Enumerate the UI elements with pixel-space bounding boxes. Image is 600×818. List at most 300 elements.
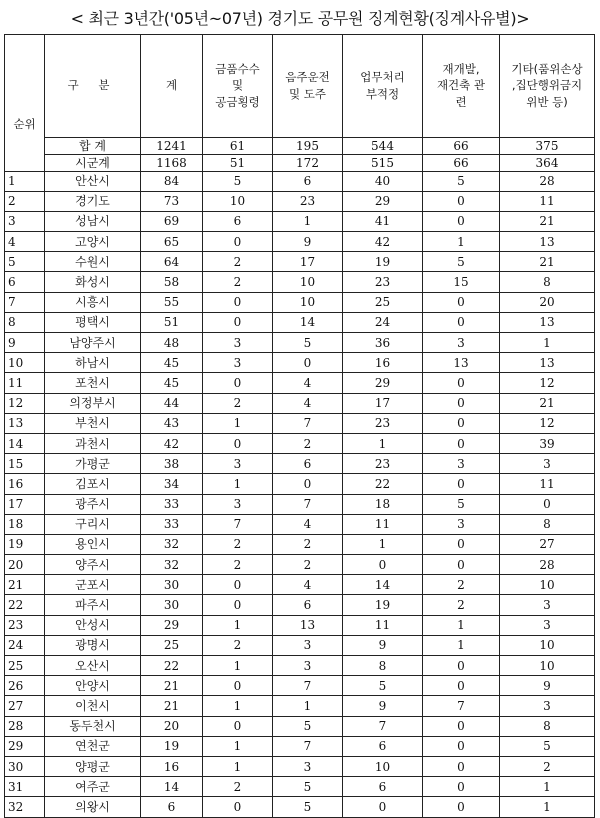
rank-cell: 14 <box>5 433 45 453</box>
total-cell: 19 <box>141 736 203 756</box>
value-cell: 2 <box>203 534 273 554</box>
total-cell: 51 <box>141 312 203 332</box>
value-cell: 1 <box>203 474 273 494</box>
region-name-cell: 부천시 <box>45 413 141 433</box>
region-name-cell: 화성시 <box>45 272 141 292</box>
value-cell: 10 <box>203 191 273 211</box>
value-cell: 0 <box>423 736 500 756</box>
value-cell: 5 <box>273 716 343 736</box>
region-name-cell: 고양시 <box>45 232 141 252</box>
region-name-cell: 구리시 <box>45 514 141 534</box>
value-cell: 1 <box>273 211 343 231</box>
summary-label: 합 계 <box>45 137 141 154</box>
table-row <box>5 797 595 817</box>
value-cell: 5 <box>203 171 273 191</box>
value-cell: 0 <box>423 211 500 231</box>
rank-cell: 5 <box>5 252 45 272</box>
value-cell: 1 <box>500 333 595 353</box>
total-cell: 44 <box>141 393 203 413</box>
value-cell: 5 <box>273 333 343 353</box>
value-cell: 8 <box>500 514 595 534</box>
header-bribery: 금품수수 및 공금횡령 <box>203 35 273 138</box>
value-cell: 1 <box>203 656 273 676</box>
total-cell: 30 <box>141 595 203 615</box>
table-row <box>5 756 595 776</box>
summary-cell: 172 <box>273 154 343 171</box>
rank-cell: 2 <box>5 191 45 211</box>
value-cell: 11 <box>343 615 423 635</box>
region-name-cell: 경기도 <box>45 191 141 211</box>
value-cell: 2 <box>203 777 273 797</box>
value-cell: 2 <box>203 272 273 292</box>
total-cell: 6 <box>141 797 203 817</box>
table-row <box>5 555 595 575</box>
value-cell: 24 <box>343 312 423 332</box>
total-cell: 73 <box>141 191 203 211</box>
rank-cell: 30 <box>5 756 45 776</box>
rank-cell: 17 <box>5 494 45 514</box>
value-cell: 6 <box>273 171 343 191</box>
rank-cell: 13 <box>5 413 45 433</box>
discipline-table <box>4 34 595 818</box>
table-row <box>5 514 595 534</box>
value-cell: 7 <box>423 696 500 716</box>
region-name-cell: 김포시 <box>45 474 141 494</box>
region-name-cell: 성남시 <box>45 211 141 231</box>
value-cell: 18 <box>343 494 423 514</box>
table-row <box>5 716 595 736</box>
table-row <box>5 656 595 676</box>
region-name-cell: 포천시 <box>45 373 141 393</box>
header-rank: 순위 <box>5 35 45 138</box>
value-cell: 3 <box>423 514 500 534</box>
value-cell: 25 <box>343 292 423 312</box>
table-row <box>5 333 595 353</box>
value-cell: 2 <box>273 534 343 554</box>
total-cell: 55 <box>141 292 203 312</box>
value-cell: 6 <box>343 777 423 797</box>
table-row <box>5 696 595 716</box>
total-cell: 38 <box>141 454 203 474</box>
value-cell: 7 <box>273 413 343 433</box>
value-cell: 0 <box>203 595 273 615</box>
value-cell: 5 <box>273 777 343 797</box>
rank-cell: 31 <box>5 777 45 797</box>
value-cell: 1 <box>203 756 273 776</box>
value-cell: 13 <box>500 232 595 252</box>
value-cell: 7 <box>273 676 343 696</box>
region-name-cell: 안양시 <box>45 676 141 696</box>
total-cell: 25 <box>141 635 203 655</box>
total-cell: 32 <box>141 555 203 575</box>
value-cell: 2 <box>500 756 595 776</box>
table-row <box>5 292 595 312</box>
region-name-cell: 안산시 <box>45 171 141 191</box>
value-cell: 0 <box>423 534 500 554</box>
value-cell: 0 <box>423 373 500 393</box>
total-cell: 43 <box>141 413 203 433</box>
summary-cell: 66 <box>423 137 500 154</box>
total-cell: 42 <box>141 433 203 453</box>
total-cell: 45 <box>141 373 203 393</box>
rank-cell: 20 <box>5 555 45 575</box>
value-cell: 0 <box>203 797 273 817</box>
value-cell: 2 <box>423 595 500 615</box>
region-name-cell: 가평군 <box>45 454 141 474</box>
header-gubun: 구 분 <box>45 35 141 138</box>
total-cell: 29 <box>141 615 203 635</box>
value-cell: 23 <box>273 191 343 211</box>
value-cell: 39 <box>500 433 595 453</box>
table-row <box>5 736 595 756</box>
total-cell: 45 <box>141 353 203 373</box>
value-cell: 0 <box>423 777 500 797</box>
value-cell: 0 <box>423 292 500 312</box>
value-cell: 8 <box>343 656 423 676</box>
value-cell: 2 <box>203 252 273 272</box>
value-cell: 7 <box>203 514 273 534</box>
value-cell: 17 <box>273 252 343 272</box>
summary-cell: 66 <box>423 154 500 171</box>
region-name-cell: 시흥시 <box>45 292 141 312</box>
table-row <box>5 191 595 211</box>
value-cell: 2 <box>203 555 273 575</box>
value-cell: 13 <box>273 615 343 635</box>
value-cell: 10 <box>273 272 343 292</box>
summary-row-total <box>5 137 595 154</box>
value-cell: 23 <box>343 272 423 292</box>
summary-cell: 515 <box>343 154 423 171</box>
value-cell: 0 <box>203 433 273 453</box>
value-cell: 28 <box>500 555 595 575</box>
table-row <box>5 312 595 332</box>
value-cell: 29 <box>343 191 423 211</box>
value-cell: 14 <box>343 575 423 595</box>
rank-cell: 21 <box>5 575 45 595</box>
value-cell: 0 <box>203 292 273 312</box>
value-cell: 3 <box>203 333 273 353</box>
value-cell: 3 <box>423 333 500 353</box>
value-cell: 1 <box>500 777 595 797</box>
summary-cell: 195 <box>273 137 343 154</box>
total-cell: 84 <box>141 171 203 191</box>
rank-cell: 22 <box>5 595 45 615</box>
value-cell: 9 <box>273 232 343 252</box>
summary-label: 시군계 <box>45 154 141 171</box>
table-row <box>5 393 595 413</box>
total-cell: 64 <box>141 252 203 272</box>
table-row <box>5 433 595 453</box>
value-cell: 0 <box>423 676 500 696</box>
region-name-cell: 평택시 <box>45 312 141 332</box>
table-row <box>5 595 595 615</box>
region-name-cell: 양평군 <box>45 756 141 776</box>
value-cell: 0 <box>423 393 500 413</box>
table-row <box>5 232 595 252</box>
total-cell: 22 <box>141 656 203 676</box>
region-name-cell: 하남시 <box>45 353 141 373</box>
summary-cell: 51 <box>203 154 273 171</box>
table-row <box>5 777 595 797</box>
rank-cell: 29 <box>5 736 45 756</box>
value-cell: 9 <box>343 696 423 716</box>
total-cell: 34 <box>141 474 203 494</box>
region-name-cell: 파주시 <box>45 595 141 615</box>
value-cell: 2 <box>203 635 273 655</box>
value-cell: 0 <box>203 312 273 332</box>
rank-cell: 9 <box>5 333 45 353</box>
value-cell: 1 <box>273 696 343 716</box>
value-cell: 0 <box>423 716 500 736</box>
total-cell: 58 <box>141 272 203 292</box>
value-cell: 23 <box>343 413 423 433</box>
region-name-cell: 과천시 <box>45 433 141 453</box>
table-row <box>5 474 595 494</box>
total-cell: 33 <box>141 514 203 534</box>
total-cell: 65 <box>141 232 203 252</box>
value-cell: 0 <box>500 494 595 514</box>
rank-cell: 19 <box>5 534 45 554</box>
value-cell: 2 <box>203 393 273 413</box>
value-cell: 1 <box>343 433 423 453</box>
summary-cell: 375 <box>500 137 595 154</box>
table-row <box>5 413 595 433</box>
value-cell: 16 <box>343 353 423 373</box>
value-cell: 9 <box>343 635 423 655</box>
value-cell: 1 <box>203 413 273 433</box>
value-cell: 28 <box>500 171 595 191</box>
value-cell: 3 <box>273 756 343 776</box>
value-cell: 0 <box>203 716 273 736</box>
value-cell: 15 <box>423 272 500 292</box>
value-cell: 3 <box>273 635 343 655</box>
total-cell: 32 <box>141 534 203 554</box>
region-name-cell: 이천시 <box>45 696 141 716</box>
rank-cell: 1 <box>5 171 45 191</box>
rank-cell: 24 <box>5 635 45 655</box>
value-cell: 10 <box>500 635 595 655</box>
value-cell: 9 <box>500 676 595 696</box>
document-title: < 최근 3년간('05년~07년) 경기도 공무원 징계현황(징계사유별)> <box>70 9 530 28</box>
region-name-cell: 군포시 <box>45 575 141 595</box>
value-cell: 3 <box>500 696 595 716</box>
value-cell: 6 <box>273 595 343 615</box>
value-cell: 0 <box>203 575 273 595</box>
value-cell: 40 <box>343 171 423 191</box>
value-cell: 3 <box>273 656 343 676</box>
value-cell: 2 <box>273 433 343 453</box>
rank-cell: 3 <box>5 211 45 231</box>
value-cell: 0 <box>423 555 500 575</box>
value-cell: 1 <box>423 615 500 635</box>
value-cell: 4 <box>273 393 343 413</box>
region-name-cell: 동두천시 <box>45 716 141 736</box>
value-cell: 13 <box>423 353 500 373</box>
rank-cell: 10 <box>5 353 45 373</box>
header-redevelopment: 재개발, 재건축 관 련 <box>423 35 500 138</box>
value-cell: 11 <box>343 514 423 534</box>
value-cell: 27 <box>500 534 595 554</box>
value-cell: 0 <box>343 797 423 817</box>
value-cell: 0 <box>343 555 423 575</box>
value-cell: 7 <box>273 494 343 514</box>
value-cell: 20 <box>500 292 595 312</box>
value-cell: 0 <box>423 433 500 453</box>
value-cell: 12 <box>500 413 595 433</box>
region-name-cell: 안성시 <box>45 615 141 635</box>
rank-cell: 25 <box>5 656 45 676</box>
value-cell: 10 <box>500 656 595 676</box>
table-row <box>5 635 595 655</box>
value-cell: 1 <box>423 635 500 655</box>
value-cell: 5 <box>423 252 500 272</box>
value-cell: 3 <box>500 595 595 615</box>
rank-cell: 26 <box>5 676 45 696</box>
value-cell: 4 <box>273 373 343 393</box>
value-cell: 13 <box>500 312 595 332</box>
rank-cell: 23 <box>5 615 45 635</box>
region-name-cell: 광주시 <box>45 494 141 514</box>
value-cell: 0 <box>423 756 500 776</box>
value-cell: 5 <box>423 171 500 191</box>
header-total: 계 <box>141 35 203 138</box>
value-cell: 41 <box>343 211 423 231</box>
value-cell: 0 <box>423 191 500 211</box>
header-dui: 음주운전 및 도주 <box>273 35 343 138</box>
value-cell: 7 <box>273 736 343 756</box>
value-cell: 1 <box>343 534 423 554</box>
value-cell: 17 <box>343 393 423 413</box>
table-row <box>5 575 595 595</box>
value-cell: 6 <box>203 211 273 231</box>
value-cell: 11 <box>500 191 595 211</box>
rank-cell: 28 <box>5 716 45 736</box>
value-cell: 3 <box>500 615 595 635</box>
region-name-cell: 남양주시 <box>45 333 141 353</box>
region-name-cell: 연천군 <box>45 736 141 756</box>
header-misconduct: 업무처리 부적정 <box>343 35 423 138</box>
table-row <box>5 272 595 292</box>
summary-cell: 364 <box>500 154 595 171</box>
value-cell: 4 <box>273 575 343 595</box>
value-cell: 22 <box>343 474 423 494</box>
value-cell: 0 <box>203 676 273 696</box>
header-other: 기타(품위손상 ,집단행위금지 위반 등) <box>500 35 595 138</box>
value-cell: 0 <box>203 232 273 252</box>
value-cell: 10 <box>500 575 595 595</box>
total-cell: 14 <box>141 777 203 797</box>
total-cell: 21 <box>141 696 203 716</box>
value-cell: 21 <box>500 211 595 231</box>
value-cell: 6 <box>343 736 423 756</box>
value-cell: 2 <box>273 555 343 575</box>
value-cell: 19 <box>343 595 423 615</box>
rank-cell: 7 <box>5 292 45 312</box>
rank-spacer <box>5 137 45 171</box>
total-cell: 20 <box>141 716 203 736</box>
value-cell: 1 <box>423 232 500 252</box>
value-cell: 42 <box>343 232 423 252</box>
value-cell: 6 <box>273 454 343 474</box>
value-cell: 1 <box>203 615 273 635</box>
value-cell: 0 <box>423 656 500 676</box>
value-cell: 21 <box>500 252 595 272</box>
value-cell: 8 <box>500 716 595 736</box>
summary-cell: 61 <box>203 137 273 154</box>
table-row <box>5 676 595 696</box>
total-cell: 33 <box>141 494 203 514</box>
rank-cell: 12 <box>5 393 45 413</box>
value-cell: 3 <box>423 454 500 474</box>
value-cell: 0 <box>273 353 343 373</box>
value-cell: 3 <box>500 454 595 474</box>
rank-cell: 32 <box>5 797 45 817</box>
total-cell: 48 <box>141 333 203 353</box>
value-cell: 1 <box>203 696 273 716</box>
header-row <box>5 35 595 138</box>
value-cell: 23 <box>343 454 423 474</box>
value-cell: 10 <box>343 756 423 776</box>
value-cell: 5 <box>500 736 595 756</box>
region-name-cell: 여주군 <box>45 777 141 797</box>
value-cell: 2 <box>423 575 500 595</box>
value-cell: 14 <box>273 312 343 332</box>
table-row <box>5 211 595 231</box>
rank-cell: 16 <box>5 474 45 494</box>
rank-cell: 15 <box>5 454 45 474</box>
value-cell: 3 <box>203 454 273 474</box>
value-cell: 5 <box>343 676 423 696</box>
region-name-cell: 광명시 <box>45 635 141 655</box>
value-cell: 36 <box>343 333 423 353</box>
rank-cell: 6 <box>5 272 45 292</box>
value-cell: 4 <box>273 514 343 534</box>
table-row <box>5 454 595 474</box>
region-name-cell: 의정부시 <box>45 393 141 413</box>
value-cell: 7 <box>343 716 423 736</box>
value-cell: 11 <box>500 474 595 494</box>
table-row <box>5 494 595 514</box>
summary-row-city <box>5 154 595 171</box>
value-cell: 3 <box>203 494 273 514</box>
value-cell: 0 <box>423 474 500 494</box>
value-cell: 19 <box>343 252 423 272</box>
rank-cell: 27 <box>5 696 45 716</box>
value-cell: 0 <box>423 312 500 332</box>
value-cell: 12 <box>500 373 595 393</box>
table-body <box>5 137 595 817</box>
value-cell: 3 <box>203 353 273 373</box>
value-cell: 13 <box>500 353 595 373</box>
table-row <box>5 615 595 635</box>
rank-cell: 11 <box>5 373 45 393</box>
value-cell: 0 <box>423 797 500 817</box>
value-cell: 8 <box>500 272 595 292</box>
value-cell: 0 <box>423 413 500 433</box>
summary-total: 1168 <box>141 154 203 171</box>
summary-cell: 544 <box>343 137 423 154</box>
region-name-cell: 수원시 <box>45 252 141 272</box>
value-cell: 5 <box>423 494 500 514</box>
total-cell: 30 <box>141 575 203 595</box>
value-cell: 1 <box>500 797 595 817</box>
rank-cell: 8 <box>5 312 45 332</box>
value-cell: 1 <box>203 736 273 756</box>
region-name-cell: 용인시 <box>45 534 141 554</box>
value-cell: 29 <box>343 373 423 393</box>
value-cell: 5 <box>273 797 343 817</box>
rank-cell: 18 <box>5 514 45 534</box>
